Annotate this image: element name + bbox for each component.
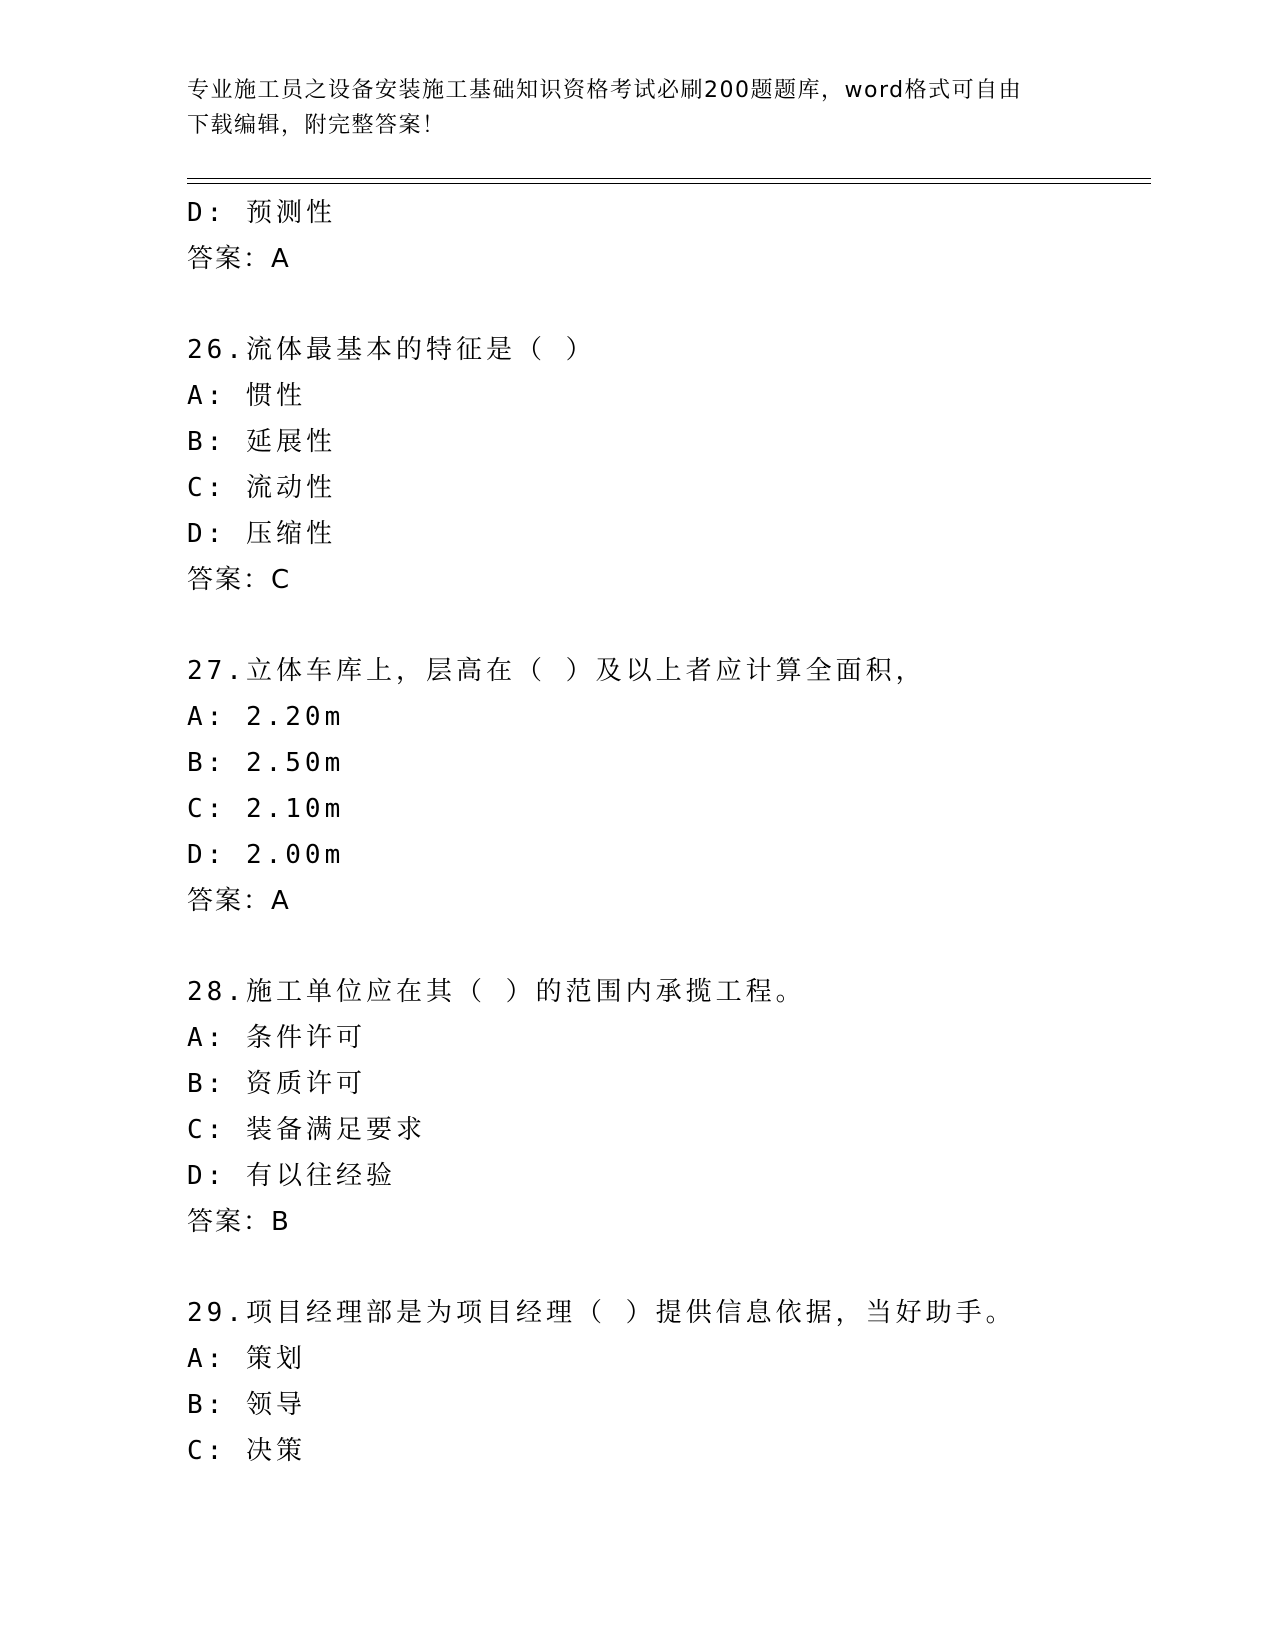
question-line: C: 流动性 [187,473,336,503]
question-line: B: 领导 [187,1390,306,1420]
answer-line: 答案：B [187,1207,291,1237]
block-gap [187,1245,1151,1290]
block-gap [187,282,1151,327]
question-line: C: 2.10m [187,794,345,824]
header-line-1: 专业施工员之设备安装施工基础知识资格考试必刷200题题库，word格式可自由 [187,78,1023,103]
question-line: D: 有以往经验 [187,1161,396,1191]
question-line: 29.项目经理部是为项目经理（ ）提供信息依据，当好助手。 [187,1298,1016,1328]
question-line: 26.流体最基本的特征是（ ） [187,335,596,365]
question-line: A: 惯性 [187,381,306,411]
block-gap [187,603,1151,648]
question-line: A: 条件许可 [187,1023,366,1053]
question-line: D: 压缩性 [187,519,336,549]
header-divider-bottom [187,183,1151,184]
question-line: A: 2.20m [187,702,345,732]
answer-line: 答案：A [187,886,291,916]
block-gap [187,924,1151,969]
question-line: D: 2.00m [187,840,345,870]
question-line: B: 资质许可 [187,1069,366,1099]
header-divider-top [187,178,1151,179]
question-line: 28.施工单位应在其（ ）的范围内承揽工程。 [187,977,806,1007]
question-line: C: 决策 [187,1436,306,1466]
question-list [187,190,1151,1474]
header-line-2: 下载编辑，附完整答案！ [187,113,446,138]
question-line: D: 预测性 [187,198,336,228]
question-line: B: 2.50m [187,748,345,778]
question-line: C: 装备满足要求 [187,1115,426,1145]
answer-line: 答案：C [187,565,292,595]
question-line: 27.立体车库上，层高在（ ）及以上者应计算全面积， [187,656,926,686]
question-line: A: 策划 [187,1344,306,1374]
document-header [187,73,1067,143]
question-line: B: 延展性 [187,427,336,457]
answer-line: 答案：A [187,244,291,274]
